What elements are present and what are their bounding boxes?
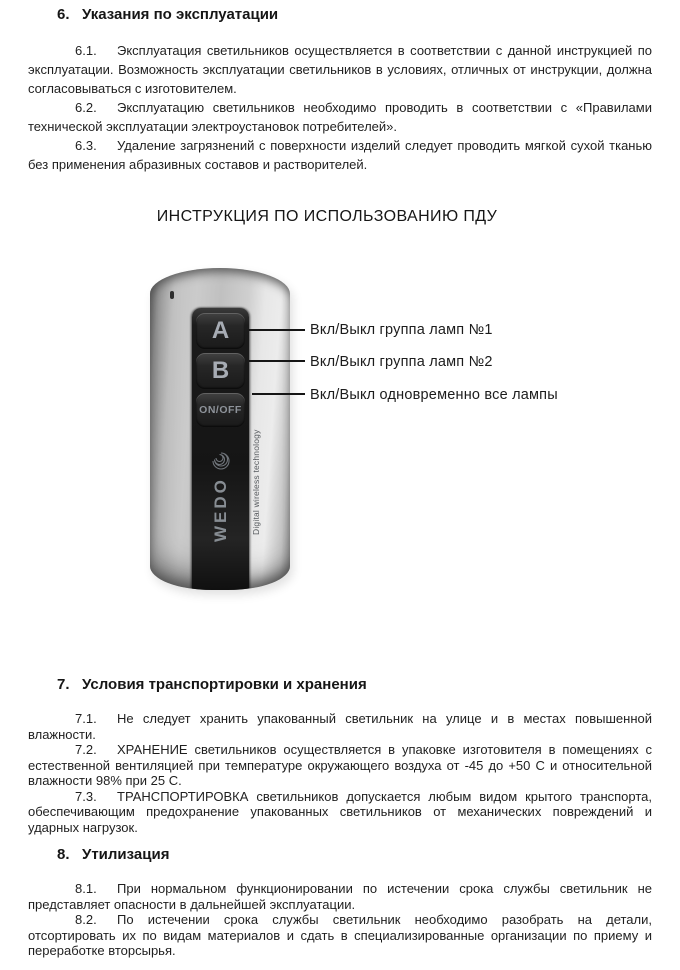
item-text: По истечении срока службы светильник необходимо разобрать на детали, отсортировать их по видам материалов и сдать в специализированные организации по приему и переработке вторсырья. [28,912,652,958]
item-text: Эксплуатация светильников осуществляется в соответствии с данной инструкцией по эксплуатации. Возможность эксплуатации светильников в условиях, отличных от инструкции, должна согласовываться с изготовителем. [28,43,652,96]
item-text: ТРАНСПОРТИРОВКА светильников допускается любым видом крытого транспорта, обеспечивающим предохранение упакованных светильников от механических повреждений и ударных нагрузок. [28,788,652,835]
section-6-body [28,41,652,174]
paragraph-7-1 [28,711,652,742]
button-a: A [196,313,245,349]
paragraph-8-1 [28,881,652,912]
remote-photo [150,268,290,590]
led-indicator [170,291,174,299]
remote-figure [28,268,652,590]
button-onoff: ON/OFF [196,393,245,427]
item-text: Эксплуатацию светильников необходимо проводить в соответствии с «Правилами технической эксплуатации электроустановок потребителей». [28,100,652,134]
item-number: 6.3. [75,138,97,153]
item-number: 7.2. [75,742,97,757]
section-7-body [28,711,652,835]
section-8-number: 8. [57,846,70,863]
paragraph-6-1 [28,41,652,98]
callout-line-1 [249,329,305,331]
item-number: 7.3. [75,788,97,804]
section-7-title: Условия транспортировки и хранения [82,676,367,693]
callout-line-3 [252,393,305,395]
section-6-number: 6. [57,6,70,23]
button-panel [192,308,249,590]
paragraph-7-3 [28,789,652,836]
item-number: 8.2. [75,912,97,927]
section-6-heading [57,6,652,24]
paragraph-6-2 [28,98,652,136]
paragraph-7-2 [28,742,652,789]
section-8-heading [57,846,652,864]
side-text: Digital wireless technology [251,429,261,535]
section-7-number: 7. [57,676,70,693]
brand-text: WEDO [211,477,230,542]
item-number: 6.2. [75,100,97,115]
item-number: 6.1. [75,43,97,58]
section-6-title: Указания по эксплуатации [82,6,279,23]
section-7-heading [57,676,652,694]
callout-label-all-lamps: Вкл/Выкл одновременно все лампы [310,387,558,403]
button-b: B [196,353,245,389]
brand-logo [210,450,232,542]
callout-label-group2: Вкл/Выкл группа ламп №2 [310,354,493,370]
section-8-body [28,881,652,959]
item-number: 8.1. [75,881,97,896]
callout-line-2 [249,360,305,362]
pdu-title: ИНСТРУКЦИЯ ПО ИСПОЛЬЗОВАНИЮ ПДУ [156,208,498,225]
paragraph-8-2 [28,912,652,959]
swirl-icon [210,450,232,472]
item-text: Не следует хранить упакованный светильник на улице и в местах повышенной влажности. [28,711,652,742]
paragraph-6-3 [28,136,652,174]
item-text: ХРАНЕНИЕ светильников осуществляется в упаковке изготовителя в помещениях с естественной вентиляцией при температуре окружающего воздуха от -45 до +50 С и относительной влажности 98% при 25 С. [28,742,652,788]
item-text: Удаление загрязнений с поверхности изделий следует проводить мягкой сухой тканью без применения абразивных составов и растворителей. [28,138,652,172]
item-number: 7.1. [75,711,97,726]
callout-label-group1: Вкл/Выкл группа ламп №1 [310,322,493,338]
item-text: При нормальном функционировании по истечении срока службы светильник не представляет опасности в дальнейшей эксплуатации. [28,881,652,912]
section-8-title: Утилизация [82,846,170,863]
